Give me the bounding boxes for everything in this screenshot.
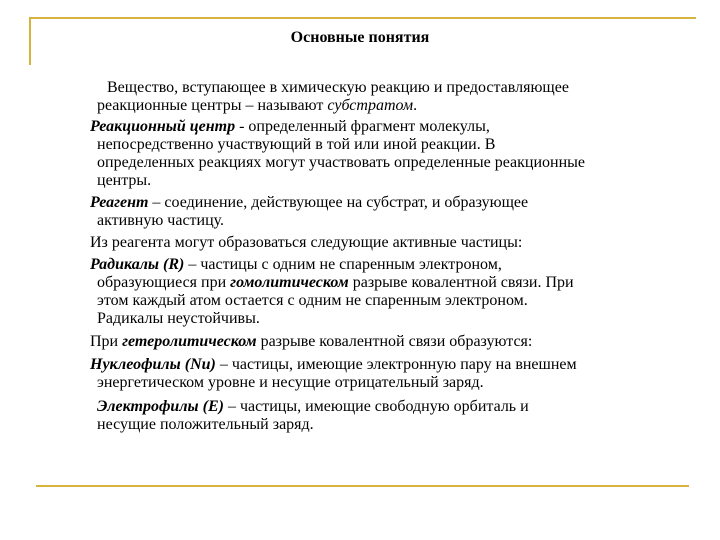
reagent-text: – соединение, действующее на субстрат, и образующее [148, 194, 529, 211]
radicals-line-1 [90, 256, 502, 274]
substrate-text: . [413, 97, 418, 114]
substrate-term: субстратом [327, 97, 414, 114]
radicals-term: Радикалы (R) [90, 256, 185, 273]
electrophiles-text: – частицы, имеющие свободную орбиталь и [223, 398, 529, 415]
radicals-text: Радикалы неустойчивы. [97, 310, 260, 327]
heterolytic-text: При [90, 333, 123, 350]
radicals-line-3 [97, 292, 528, 310]
active-particles-line-1 [90, 234, 522, 252]
reagent-line-1 [90, 194, 528, 212]
radicals-text: этом каждый атом остается с одним не спаренным электроном. [97, 292, 528, 309]
reagent-line-2 [97, 212, 224, 230]
reaction-center-line-3 [97, 154, 585, 172]
reagent-term: Реагент [90, 194, 149, 211]
reaction-center-line-2 [97, 136, 495, 154]
heterolytic-line-1 [90, 333, 532, 351]
heterolytic-term: гетеролитическом [122, 333, 257, 350]
reaction-center-text: определенных реакциях могут участвовать определенные реакционные [97, 154, 586, 171]
reaction-center-term: Реакционный центр [90, 118, 236, 135]
heterolytic-text: разрыве ковалентной связи образуются: [256, 333, 533, 350]
reagent-text: активную частицу. [97, 212, 225, 229]
radicals-line-4 [97, 310, 260, 328]
active-particles-text: Из реагента могут образоваться следующие активные частицы: [90, 234, 523, 251]
electrophiles-line-2 [97, 416, 314, 434]
electrophiles-line-1 [97, 398, 529, 416]
radicals-text: – частицы с одним не спаренным электроном, [184, 256, 502, 273]
nucleophiles-line-1 [90, 356, 577, 374]
nucleophiles-text: энергетическом уровне и несущие отрицательный заряд. [97, 374, 484, 391]
nucleophiles-term: Нуклеофилы (Nu) [90, 356, 216, 373]
substrate-text: Вещество, вступающее в химическую реакцию и предоставляющее [107, 79, 569, 96]
radicals-text: разрыве ковалентной связи. При [348, 274, 574, 291]
reaction-center-line-1 [90, 118, 490, 136]
page-title-text: Основные понятия [290, 29, 430, 46]
substrate-line-1 [107, 79, 569, 97]
electrophiles-term: Электрофилы (E) [97, 398, 224, 415]
nucleophiles-text: – частицы, имеющие электронную пару на внешнем [215, 356, 577, 373]
electrophiles-text: несущие положительный заряд. [97, 416, 314, 433]
reaction-center-text: центры. [97, 172, 152, 189]
radicals-text: образующиеся при [97, 274, 231, 291]
substrate-line-2 [97, 97, 417, 115]
homolytic-term: гомолитическом [230, 274, 349, 291]
nucleophiles-line-2 [97, 374, 484, 392]
reaction-center-text: непосредственно участвующий в той или иной реакции. В [97, 136, 496, 153]
radicals-line-2 [97, 274, 574, 292]
reaction-center-line-4 [97, 172, 151, 190]
reaction-center-text: - определенный фрагмент молекулы, [235, 118, 490, 135]
substrate-text: реакционные центры – называют [97, 97, 328, 114]
